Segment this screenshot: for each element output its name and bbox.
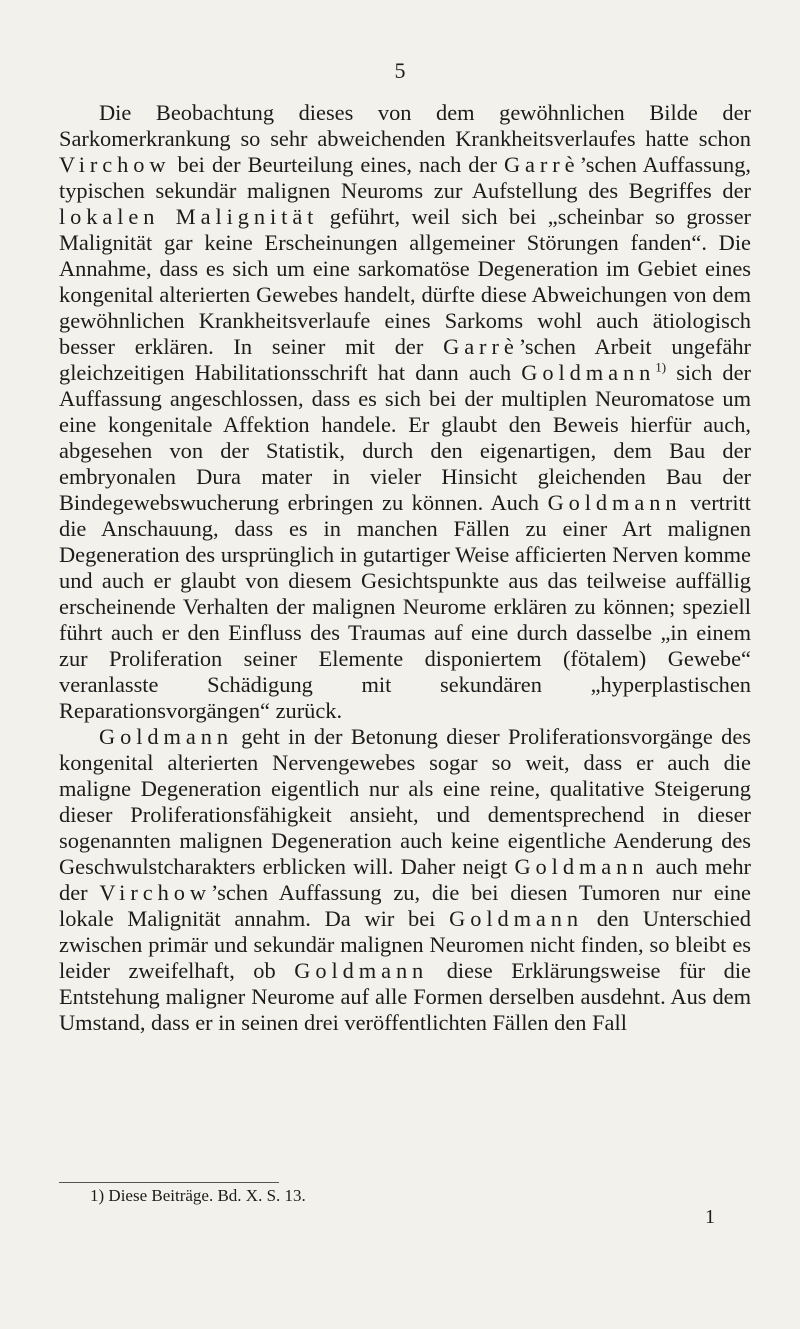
text-run: den Unterschied zwischen primär und sekundär malignen Neuromen nicht finden, so bleibt es leider zweifelhaft, ob (59, 906, 751, 983)
page-number: 5 (394, 58, 406, 83)
author-name: Goldmann (514, 854, 649, 879)
text-run: bei der Beurteilung eines, nach der (170, 152, 504, 177)
paragraph (59, 100, 751, 724)
author-name: Goldmann (547, 490, 682, 515)
footnote-reference: 1) (655, 359, 667, 375)
author-name: Goldmann (99, 724, 233, 749)
body-text (59, 100, 751, 1036)
text-run: vertritt die Anschauung, dass es in manchen Fällen zu einer Art malignen Degeneration des ursprünglich in gutartiger Weise afficierten Nerven komme und auch er glaubt von diesem Gesichtspunkte aus das teilweise auffällig erscheinende Verhalten der malignen Neurome erklären zu können; speziell führt auch er den Einfluss des Traumas auf eine durch dasselbe „in einem zur Proliferation seiner Elemente disponiertem (fötalem) Gewebe“ veranlasste Schädigung mit sekundären „hyperplastischen Reparationsvorgängen“ zurück. (59, 490, 751, 723)
author-name: Goldmann (521, 360, 656, 385)
author-name: Garrè (503, 152, 580, 177)
author-name: Virchow (99, 880, 211, 905)
emphasized-term: lokalen Malignität (59, 204, 319, 229)
text-run: auch mehr der (59, 854, 751, 905)
text-run: ’schen Auffassung, typischen sekundär malignen Neuroms zur Aufstellung des Begriffes der (59, 152, 751, 203)
author-name: Goldmann (449, 906, 584, 931)
signature-mark: 1 (705, 1206, 715, 1228)
text-run: geführt, weil sich bei „scheinbar so grosser Malignität gar keine Erscheinungen allgemeiner Störungen fanden“. Die Annahme, dass es sich um eine sarkomatöse Degeneration im Gebiet eines kongenital alterierten Gewebes handelt, dürfte diese Abweichungen von dem gewöhnlichen Krankheitsverlaufe eines Sarkoms wohl auch ätiologisch besser erklären. In seiner mit der (59, 204, 751, 359)
text-run: diese Erklärungsweise für die Entstehung maligner Neurome auf alle Formen derselben ausdehnt. Aus dem Umstand, dass er in seinen drei veröffentlichten Fällen den Fall (59, 958, 751, 1035)
author-name: Garrè (443, 334, 519, 359)
footnote: 1) Diese Beiträge. Bd. X. S. 13. (90, 1186, 306, 1205)
text-run: geht in der Betonung dieser Proliferationsvorgänge des kongenital alterierten Nervengewebes sogar so weit, dass er auch die maligne Degeneration eigentlich nur als eine reine, qualitative Steigerung dieser Proliferationsfähigkeit ansieht, und dementsprechend in dieser sogenannten malignen Degeneration auch keine eigentliche Aenderung des Geschwulstcharakters erblicken will. Daher neigt (59, 724, 751, 879)
text-run: Die Beobachtung dieses von dem gewöhnlichen Bilde der Sarkomerkrankung so sehr abweichenden Krankheitsverlaufes hatte schon (59, 100, 751, 151)
text-run: ’schen Arbeit ungefähr gleichzeitigen Habilitationsschrift hat dann auch (59, 334, 751, 385)
paragraph (59, 724, 751, 1036)
text-run: ’schen Auffassung zu, die bei diesen Tumoren nur eine lokale Malignität annahm. Da wir bei (59, 880, 751, 931)
author-name: Goldmann (294, 958, 429, 983)
author-name: Virchow (59, 152, 171, 177)
text-run: sich der Auffassung angeschlossen, dass es sich bei der multiplen Neuromatose um eine kongenitale Affektion handele. Er glaubt den Beweis hierfür auch, abgesehen von der Statistik, durch den eigenartigen, dem Bau der embryonalen Dura mater in vieler Hinsicht gleichenden Bau der Bindegewebswucherung erbringen zu können. Auch (59, 360, 751, 515)
footnote-rule (59, 1182, 279, 1183)
